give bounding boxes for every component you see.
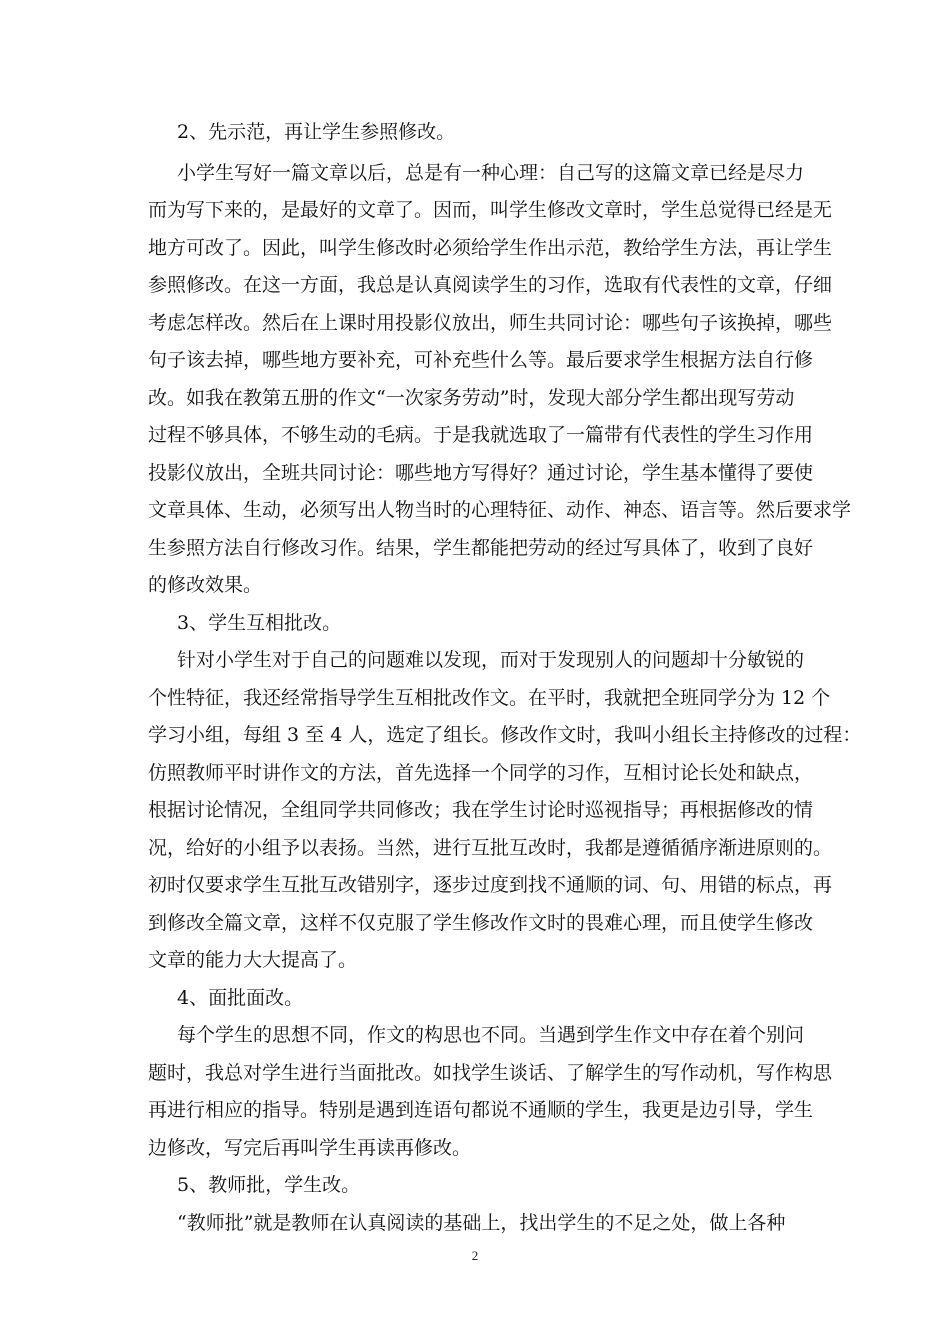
text-line: 文章的能力大大提高了。 bbox=[148, 949, 358, 971]
text-line: 况，给好的小组予以表扬。当然，进行互批互改时，我都是遵循循序渐进原则的。 bbox=[148, 837, 833, 859]
section-heading: 2、先示范，再让学生参照修改。 bbox=[177, 121, 456, 143]
text-line: 根据讨论情况，全组同学共同修改；我在学生讨论时巡视指导；再根据修改的情 bbox=[148, 799, 814, 821]
text-line: 句子该去掉，哪些地方要补充，可补充些什么等。最后要求学生根据方法自行修 bbox=[148, 349, 814, 371]
text-line: “教师批”就是教师在认真阅读的基础上，找出学生的不足之处，做上各种 bbox=[177, 1212, 786, 1234]
text-line: 文章具体、生动，必须写出人物当时的心理特征、动作、神态、语言等。然后要求学 bbox=[148, 499, 852, 521]
section-heading: 5、教师批，学生改。 bbox=[177, 1174, 361, 1196]
section-heading: 4、面批面改。 bbox=[177, 987, 304, 1009]
text-line: 参照修改。在这一方面，我总是认真阅读学生的习作，选取有代表性的文章，仔细 bbox=[148, 274, 833, 296]
text-line: 个性特征，我还经常指导学生互相批改作文。在平时，我就把全班同学分为 12 个 bbox=[148, 687, 831, 709]
text-line: 地方可改了。因此，叫学生修改时必须给学生作出示范，教给学生方法，再让学生 bbox=[148, 237, 833, 259]
text-line: 投影仪放出，全班共同讨论：哪些地方写得好？通过讨论，学生基本懂得了要使 bbox=[148, 462, 814, 484]
text-line: 题时，我总对学生进行当面批改。如找学生谈话、了解学生的写作动机，写作构思 bbox=[148, 1062, 833, 1084]
text-line: 初时仅要求学生互批互改错别字，逐步过度到找不通顺的词、句、用错的标点，再 bbox=[148, 874, 833, 896]
text-line: 生参照方法自行修改习作。结果，学生都能把劳动的经过写具体了，收到了良好 bbox=[148, 537, 814, 559]
page-number: 2 bbox=[471, 1248, 479, 1263]
text-line: 仿照教师平时讲作文的方法，首先选择一个同学的习作，互相讨论长处和缺点， bbox=[148, 762, 814, 784]
text-line: 边修改，写完后再叫学生再读再修改。 bbox=[148, 1137, 472, 1159]
text-line: 小学生写好一篇文章以后，总是有一种心理：自己写的这篇文章已经是尽力 bbox=[177, 162, 805, 184]
text-line: 考虑怎样改。然后在上课时用投影仪放出，师生共同讨论：哪些句子该换掉，哪些 bbox=[148, 312, 833, 334]
section-heading: 3、学生互相批改。 bbox=[177, 612, 342, 634]
text-line: 学习小组，每组 3 至 4 人，选定了组长。修改作文时，我叫小组长主持修改的过程： bbox=[148, 724, 862, 746]
text-line: 而为写下来的，是最好的文章了。因而，叫学生修改文章时，学生总觉得已经是无 bbox=[148, 199, 833, 221]
text-line: 改。如我在教第五册的作文“一次家务劳动”时，发现大部分学生都出现写劳动 bbox=[148, 387, 795, 409]
text-line: 到修改全篇文章，这样不仅克服了学生修改作文时的畏难心理，而且使学生修改 bbox=[148, 912, 814, 934]
text-line: 再进行相应的指导。特别是遇到连语句都说不通顺的学生，我更是边引导，学生 bbox=[148, 1099, 814, 1121]
text-line: 每个学生的思想不同，作文的构思也不同。当遇到学生作文中存在着个别问 bbox=[177, 1024, 805, 1046]
text-line: 过程不够具体，不够生动的毛病。于是我就选取了一篇带有代表性的学生习作用 bbox=[148, 424, 814, 446]
text-line: 的修改效果。 bbox=[148, 574, 263, 596]
text-line: 针对小学生对于自己的问题难以发现，而对于发现别人的问题却十分敏锐的 bbox=[177, 649, 805, 671]
